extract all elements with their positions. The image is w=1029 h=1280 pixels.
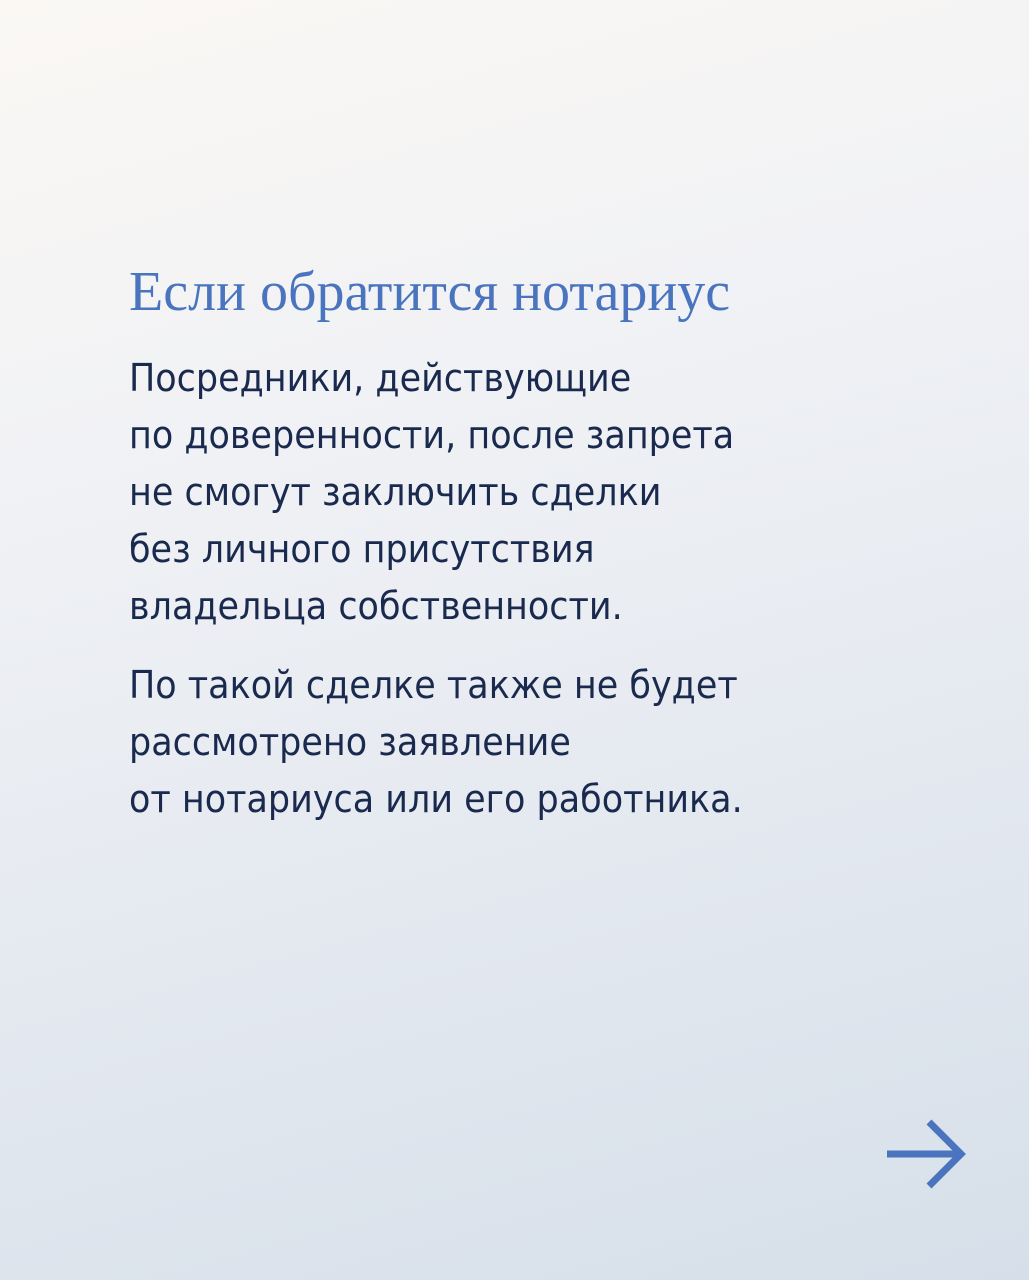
paragraph-2 <box>129 657 847 828</box>
paragraph-line: по доверенности, после запрета <box>129 413 735 457</box>
paragraph-line: от нотариуса или его работника. <box>129 777 743 821</box>
slide-content <box>129 256 909 828</box>
paragraph-line: без личного присутствия <box>129 527 595 571</box>
paragraph-line: владельца собственности. <box>129 584 623 628</box>
paragraph-line: рассмотрено заявление <box>129 720 571 764</box>
paragraph-1 <box>129 350 847 635</box>
next-slide-button[interactable] <box>883 1117 967 1191</box>
paragraph-line: По такой сделке также не будет <box>129 663 738 707</box>
arrow-right-icon <box>883 1117 967 1191</box>
paragraph-line: не смогут заключить сделки <box>129 470 662 514</box>
paragraph-line: Посредники, действующие <box>129 356 632 400</box>
slide-heading: Если обратится нотариус <box>129 261 731 323</box>
